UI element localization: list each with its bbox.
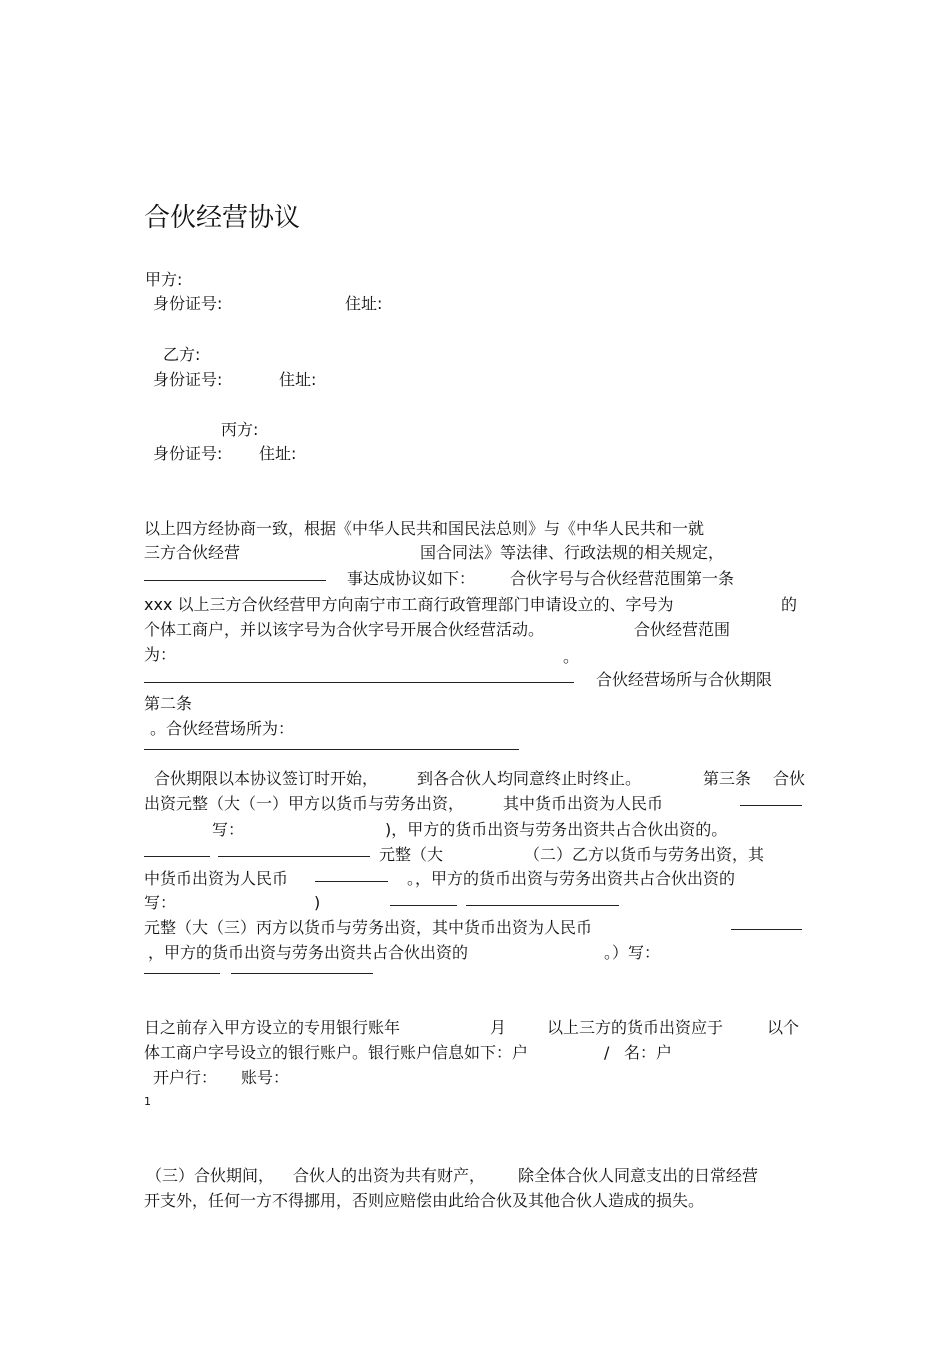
- page-number: 1: [144, 1095, 151, 1108]
- body-line: ): [314, 893, 321, 912]
- body-line: 名：户: [624, 1043, 673, 1062]
- party-b-id-label: 身份证号:: [153, 370, 223, 389]
- body-line: 开户行：: [153, 1068, 218, 1087]
- blank-line: [144, 973, 220, 974]
- blank-line: [740, 805, 802, 806]
- body-line: 。）写：: [604, 943, 661, 962]
- body-line: 。: [563, 647, 580, 666]
- party-b-address-label: 住址:: [279, 370, 317, 389]
- body-line: 。合伙经营场所为：: [150, 719, 295, 738]
- blank-line: [231, 973, 373, 974]
- document-title: 合伙经营协议: [144, 203, 301, 233]
- body-line: 国合同法》等法律、行政法规的相关规定，: [420, 543, 725, 562]
- section-three-line: 合伙人的出资为共有财产，: [293, 1166, 486, 1185]
- party-b-label: 乙方:: [163, 345, 201, 364]
- body-line: 写：: [212, 820, 245, 839]
- body-line: 月: [490, 1018, 507, 1037]
- body-line: 合伙: [773, 769, 806, 788]
- body-line: 以上三方的货币出资应于: [547, 1018, 724, 1037]
- section-three-line: （三）合伙期间，: [146, 1166, 275, 1185]
- body-line: 第三条: [703, 769, 752, 788]
- body-line: 合伙期限以本协议签订时开始，: [154, 769, 379, 788]
- party-a-address-label: 住址:: [345, 294, 383, 313]
- body-line: 事达成协议如下：: [347, 569, 476, 588]
- body-line: 合伙字号与合伙经营范围第一条: [510, 569, 735, 588]
- body-line: xxx 以上三方合伙经营甲方向南宁市工商行政管理部门申请设立的、字号为: [144, 595, 674, 614]
- party-c-label: 丙方:: [221, 420, 259, 439]
- blank-line: [144, 580, 326, 581]
- body-line: 个体工商户，并以该字号为合伙字号开展合伙经营活动。: [144, 620, 545, 639]
- body-line: )，甲方的货币出资与劳务出资共占合伙出资的。: [385, 820, 728, 839]
- body-line: （二）乙方以货币与劳务出资，其: [524, 845, 765, 864]
- party-a-label: 甲方:: [145, 270, 183, 289]
- blank-line: [731, 929, 802, 930]
- body-line: 出资元整（大（一）甲方以货币与劳务出资，: [144, 794, 465, 813]
- body-line: 第二条: [144, 694, 193, 713]
- body-line: 其中货币出资为人民币: [503, 794, 664, 813]
- body-line: 到各合伙人均同意终止时终止。: [417, 769, 642, 788]
- body-line: 的: [781, 595, 798, 614]
- body-line: 中货币出资为人民币: [144, 869, 289, 888]
- body-line: 体工商户字号设立的银行账户。银行账户信息如下：户: [144, 1043, 529, 1062]
- party-c-address-label: 住址:: [259, 444, 297, 463]
- section-three-line: 除全体合伙人同意支出的日常经营: [518, 1166, 759, 1185]
- blank-line: [218, 856, 370, 857]
- body-line: 。，甲方的货币出资与劳务出资共占合伙出资的: [407, 869, 736, 888]
- body-line: 账号：: [241, 1068, 290, 1087]
- body-line: 为：: [144, 645, 177, 664]
- blank-line: [466, 905, 619, 906]
- body-line: 合伙经营场所与合伙期限: [596, 670, 773, 689]
- body-line: 元整（大（三）丙方以货币与劳务出资，其中货币出资为人民币: [144, 918, 593, 937]
- blank-line: [390, 905, 457, 906]
- blank-line: [315, 881, 388, 882]
- blank-line: [144, 856, 210, 857]
- body-line: ，甲方的货币出资与劳务出资共占合伙出资的: [148, 943, 469, 962]
- body-line: 以个: [767, 1018, 800, 1037]
- body-line: 三方合伙经营: [144, 543, 241, 562]
- blank-line: [144, 749, 519, 750]
- body-line: 以上四方经协商一致，根据《中华人民共和国民法总则》与《中华人民共和一就: [144, 519, 705, 538]
- blank-line: [144, 682, 574, 683]
- party-c-id-label: 身份证号:: [153, 444, 223, 463]
- body-line: 元整（大: [379, 845, 444, 864]
- body-line: /: [604, 1043, 610, 1062]
- body-line: 写：: [144, 893, 177, 912]
- section-three-line: 开支外，任何一方不得挪用，否则应赔偿由此给合伙及其他合伙人造成的损失。: [144, 1191, 705, 1210]
- party-a-id-label: 身份证号:: [153, 294, 223, 313]
- body-line: 合伙经营范围: [634, 620, 731, 639]
- body-line: 日之前存入甲方设立的专用银行账年: [144, 1018, 401, 1037]
